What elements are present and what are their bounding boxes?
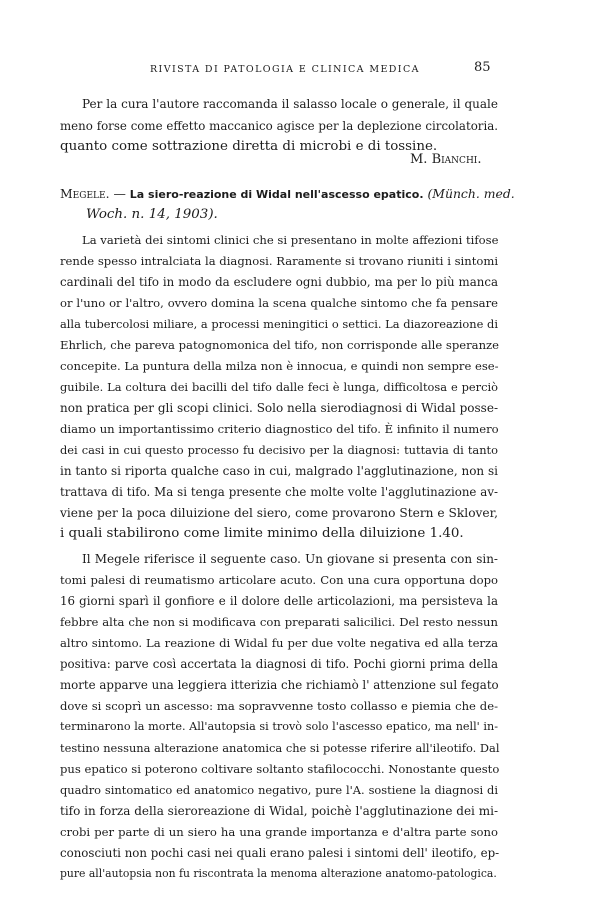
text-line: alla tubercolosi miliare, a processi meningitici o settici. La diazoreazione di — [60, 317, 498, 331]
text-line: tifo in forza della sieroreazione di Widal, poichè l'agglutinazione dei mi- — [60, 804, 498, 818]
text-line: tomi palesi di reumatismo articolare acuto. Con una cura opportuna dopo — [60, 573, 498, 587]
text-line: guibile. La coltura dei bacilli del tifo dalle feci è lunga, difficoltosa e perciò — [60, 380, 498, 394]
text-line: altro sintomo. La reazione di Widal fu per due volte negativa ed alla terza — [60, 636, 498, 650]
text-line: Per la cura l'autore raccomanda il salasso locale o generale, il quale — [82, 97, 498, 111]
text-line: La varietà dei sintomi clinici che si presentano in molte affezioni tifose — [82, 233, 499, 247]
article-citation: (Münch. med. — [427, 186, 515, 201]
text-line: febbre alta che non si modificava con preparati salicilici. Del resto nessun — [60, 615, 498, 629]
text-line: dove si scoprì un ascesso: ma sopravvenne tosto collasso e piemia che de- — [60, 699, 498, 713]
article-citation-cont: Woch. n. 14, 1903). — [86, 207, 218, 222]
text-line: cardinali del tifo in modo da escludere ogni dubbio, ma per lo più manca — [60, 275, 498, 289]
text-line: Ehrlich, che pareva patognomonica del tifo, non corrisponde alle speranze — [60, 338, 500, 352]
text-line: meno forse come effetto maccanico agisce per la deplezione circolatoria. — [60, 119, 498, 133]
text-line: rende spesso intralciata la diagnosi. Raramente si trovano riuniti i sintomi — [60, 254, 499, 268]
text-line: quadro sintomatico ed anatomico negativo, pure l'A. sostiene la diagnosi di — [60, 783, 498, 797]
text-line: conosciuti non pochi casi nei quali erano palesi i sintomi dell' ileotifo, ep- — [60, 846, 500, 860]
article-heading — [60, 186, 520, 201]
text-line: diamo un importantissimo criterio diagnostico del tifo. È infinito il numero — [60, 422, 499, 436]
text-line: non pratica per gli scopi clinici. Solo nella sierodiagnosi di Widal posse- — [60, 401, 498, 415]
text-line: crobi per parte di un siero ha una grande importanza e d'altra parte sono — [60, 825, 498, 839]
text-line: concepite. La puntura della milza non è innocua, e quindi non sempre ese- — [60, 359, 499, 373]
text-line: dei casi in cui questo processo fu decisivo per la diagnosi: tuttavia di tanto — [60, 443, 498, 457]
text-line: i quali stabilirono come limite minimo della diluizione 1.40. — [60, 526, 464, 541]
text-line: positiva: parve così accertata la diagnosi di tifo. Pochi giorni prima della — [60, 657, 498, 671]
text-line: testino nessuna alterazione anatomica che si potesse riferire all'ileotifo. Dal — [60, 741, 500, 755]
running-header: RIVISTA DI PATOLOGIA E CLINICA MEDICA — [150, 64, 420, 75]
text-line: Il Megele riferisce il seguente caso. Un giovane si presenta con sin- — [82, 552, 498, 566]
text-line: in tanto si riporta qualche caso in cui, malgrado l'agglutinazione, non si — [60, 464, 498, 478]
text-line: pure all'autopsia non fu riscontrata la menoma alterazione anatomo-patologica. — [60, 867, 497, 880]
article-title: La siero-reazione di Widal nell'ascesso epatico. — [129, 188, 424, 201]
article-author: Megele. — [60, 186, 110, 201]
signature: M. Bianchi. — [410, 152, 482, 167]
text-line: or l'uno or l'altro, ovvero domina la scena qualche sintomo che fa pensare — [60, 296, 498, 310]
text-line: viene per la poca diluizione del siero, come provarono Stern e Sklover, — [60, 506, 498, 520]
heading-dash: — — [109, 186, 130, 201]
text-line: terminarono la morte. All'autopsia si trovò solo l'ascesso epatico, ma nell' in- — [60, 720, 498, 733]
text-line: 16 giorni sparì il gonfiore e il dolore delle articolazioni, ma persisteva la — [60, 594, 498, 608]
text-line: morte apparve una leggiera itterizia che richiamò l' attenzione sul fegato — [60, 678, 499, 692]
page-number: 85 — [474, 60, 491, 75]
text-line: trattava di tifo. Ma si tenga presente che molte volte l'agglutinazione av- — [60, 485, 498, 499]
text-line: quanto come sottrazione diretta di microbi e di tossine. — [60, 139, 438, 154]
text-line: pus epatico si poterono coltivare soltanto stafilococchi. Nonostante questo — [60, 762, 500, 776]
